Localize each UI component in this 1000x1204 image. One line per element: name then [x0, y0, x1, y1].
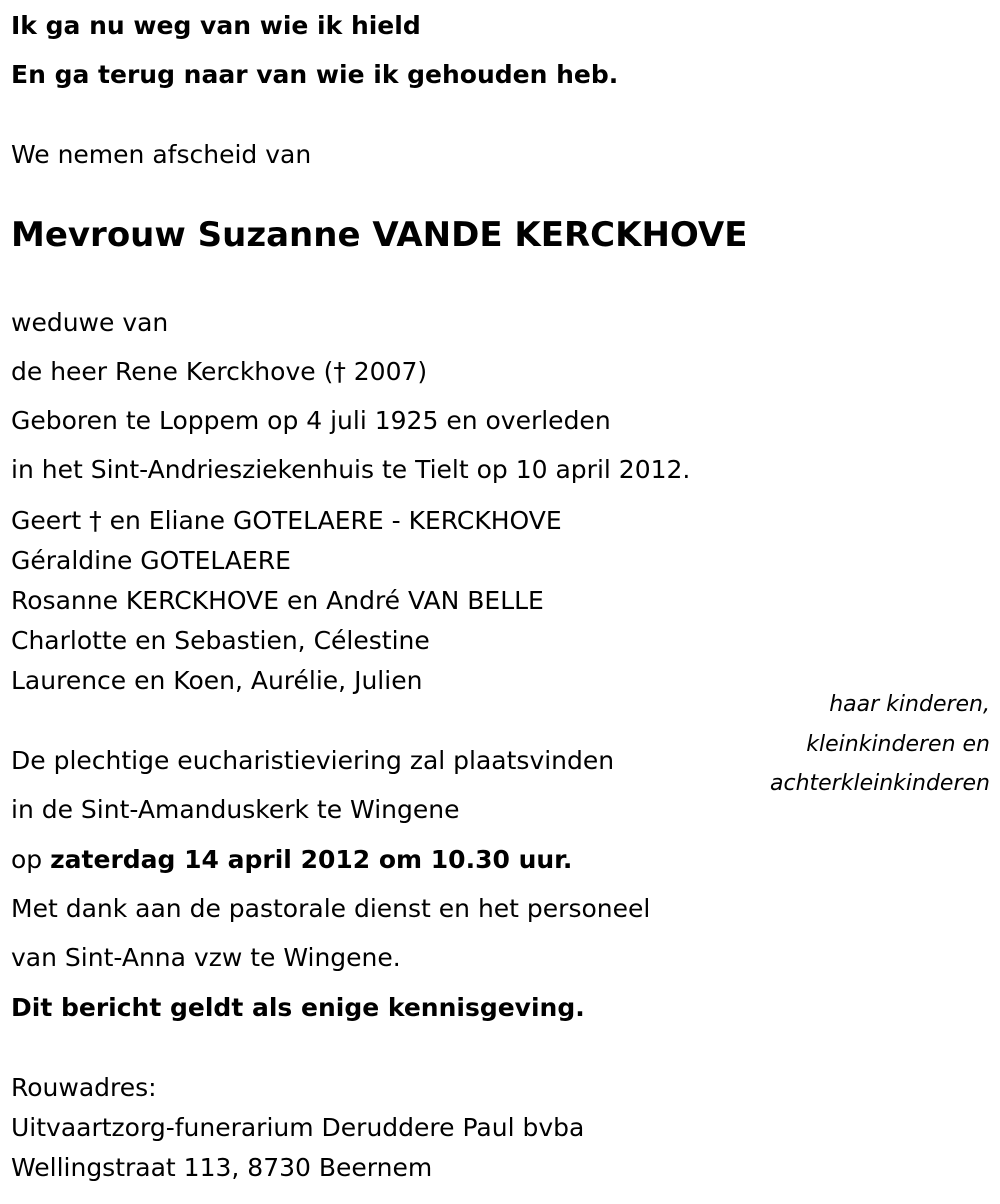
family-prefix: Geert — [11, 506, 90, 535]
thanks-line-2: van Sint-Anna vzw te Wingene. — [11, 943, 401, 972]
thanks-line-1: Met dank aan de pastorale dienst en het personeel — [11, 894, 651, 923]
widow-line: weduwe van — [11, 308, 169, 337]
birth-line-2: in het Sint-Andriesziekenhuis te Tielt op 10 april 2012. — [11, 455, 691, 484]
family-suffix: en Eliane GOTELAERE - KERCKHOVE — [101, 506, 562, 535]
relations-line-3: achterkleinkinderen — [770, 771, 990, 796]
ceremony-date-line — [11, 845, 572, 875]
relations-line-1: haar kinderen, — [829, 692, 990, 717]
address-label: Rouwadres: — [11, 1073, 157, 1102]
family-line-5: Laurence en Koen, Aurélie, Julien — [11, 666, 423, 695]
poem-line-1: Ik ga nu weg van wie ik hield — [11, 11, 421, 40]
poem-line-2: En ga terug naar van wie ik gehouden heb. — [11, 60, 619, 89]
notice-text: Dit bericht geldt als enige kennisgeving. — [11, 993, 585, 1022]
family-line-3: Rosanne KERCKHOVE en André VAN BELLE — [11, 586, 544, 615]
ceremony-line-1: De plechtige eucharistieviering zal plaatsvinden — [11, 746, 615, 775]
family-line-4: Charlotte en Sebastien, Célestine — [11, 626, 430, 655]
address-line-2: Wellingstraat 113, 8730 Beernem — [11, 1153, 433, 1182]
family-line-1 — [11, 506, 562, 536]
deceased-name: Mevrouw Suzanne VANDE KERCKHOVE — [11, 215, 748, 255]
intro-text: We nemen afscheid van — [11, 140, 312, 169]
address-line-1: Uitvaartzorg-funerarium Deruddere Paul bvba — [11, 1113, 585, 1142]
cross-icon: † — [333, 357, 346, 386]
ceremony-line-2: in de Sint-Amanduskerk te Wingene — [11, 795, 460, 824]
family-line-2: Géraldine GOTELAERE — [11, 546, 291, 575]
ceremony-date: zaterdag 14 april 2012 om 10.30 uur. — [50, 845, 573, 874]
spouse-suffix: 2007) — [345, 357, 428, 386]
cross-icon: † — [89, 506, 102, 535]
relations-line-2: kleinkinderen en — [806, 732, 990, 757]
spouse-prefix: de heer Rene Kerckhove ( — [11, 357, 334, 386]
spouse-line — [11, 357, 427, 387]
birth-line-1: Geboren te Loppem op 4 juli 1925 en overleden — [11, 406, 611, 435]
ceremony-date-prefix: op — [11, 845, 51, 874]
